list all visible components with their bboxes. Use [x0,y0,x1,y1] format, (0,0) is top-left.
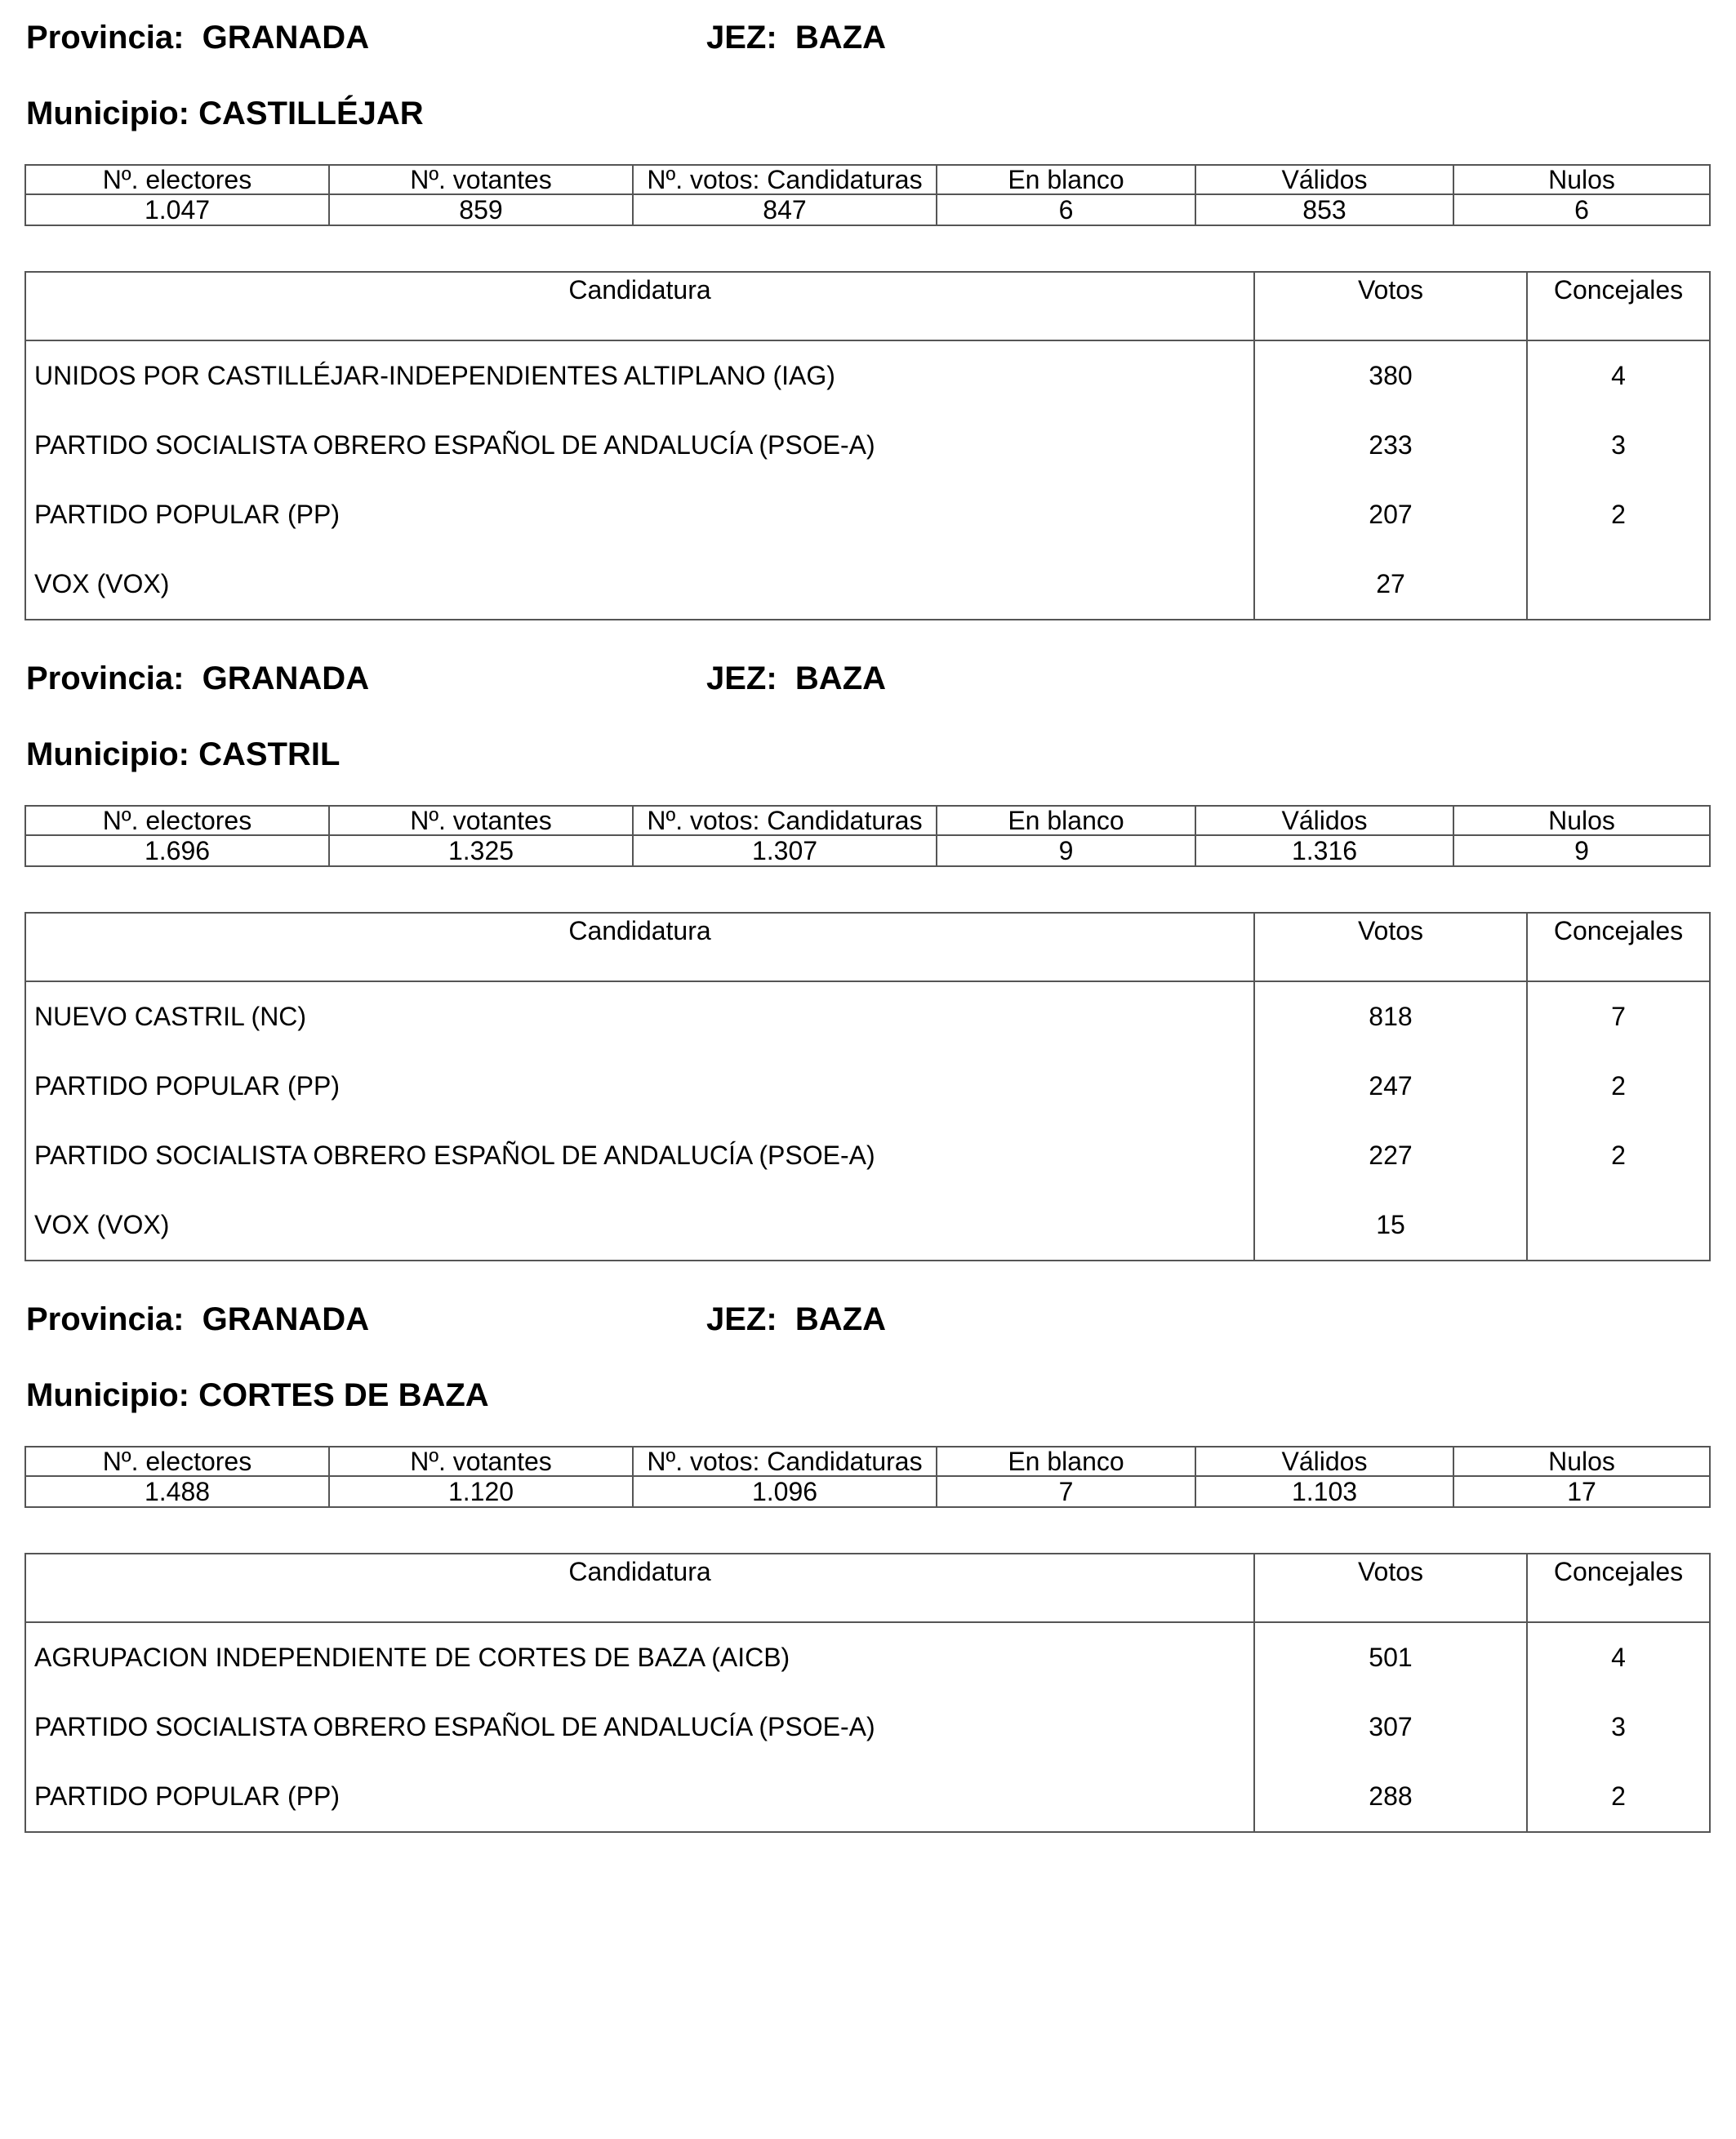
candidatura-header: Candidatura [25,1554,1254,1622]
summary-value-cell: 1.047 [25,194,329,225]
summary-header-cell: Nº. votos: Candidaturas [633,806,937,835]
provincia-value: GRANADA [202,660,370,696]
candidates-header-row [25,272,1710,340]
candidate-row [25,1692,1710,1762]
summary-header-cell: Nº. votos: Candidaturas [633,1447,937,1476]
summary-value-cell: 7 [937,1476,1195,1507]
summary-header-cell: Nº. votantes [329,165,633,194]
candidate-votos: 27 [1254,549,1527,620]
summary-value-cell: 1.316 [1195,835,1453,866]
summary-header-cell: Válidos [1195,806,1453,835]
candidate-concejales: 2 [1527,1762,1710,1832]
concejales-header: Concejales [1527,272,1710,340]
summary-values-row [25,194,1710,225]
summary-table [24,1446,1711,1508]
summary-header-cell: Nulos [1453,1447,1710,1476]
candidate-votos: 380 [1254,340,1527,411]
votos-header: Votos [1254,1554,1527,1622]
provincia-header [26,1300,369,1339]
summary-header-row [25,1447,1710,1476]
candidate-votos: 233 [1254,411,1527,480]
candidate-votos: 288 [1254,1762,1527,1832]
summary-header-cell: En blanco [937,1447,1195,1476]
jez-value: BAZA [795,1301,887,1337]
provincia-label: Provincia: [26,1301,185,1337]
candidate-concejales [1527,549,1710,620]
summary-header-row [25,165,1710,194]
municipality-section [0,641,1736,1282]
summary-header-cell: Válidos [1195,165,1453,194]
candidate-row [25,411,1710,480]
candidate-concejales: 2 [1527,1052,1710,1121]
summary-value-cell: 6 [1453,194,1710,225]
votos-header: Votos [1254,913,1527,981]
summary-value-cell: 9 [937,835,1195,866]
municipio-header [26,1376,489,1415]
candidates-table [24,912,1711,1261]
candidate-concejales [1527,1190,1710,1261]
candidate-row [25,340,1710,411]
candidate-votos: 227 [1254,1121,1527,1190]
jez-value: BAZA [795,660,887,696]
summary-header-cell: Nº. votantes [329,806,633,835]
municipality-section [0,0,1736,641]
municipio-label: Municipio: [26,96,189,131]
municipio-label: Municipio: [26,736,189,772]
summary-values-row [25,1476,1710,1507]
candidate-row [25,1121,1710,1190]
candidate-name: PARTIDO SOCIALISTA OBRERO ESPAÑOL DE ANDALUCÍA (PSOE-A) [25,411,1254,480]
jez-header [706,1300,886,1339]
candidate-row [25,1052,1710,1121]
candidate-votos: 15 [1254,1190,1527,1261]
summary-value-cell: 1.696 [25,835,329,866]
summary-header-cell: Nulos [1453,165,1710,194]
votos-header: Votos [1254,272,1527,340]
summary-value-cell: 859 [329,194,633,225]
candidate-concejales: 4 [1527,1622,1710,1692]
candidate-name: PARTIDO SOCIALISTA OBRERO ESPAÑOL DE ANDALUCÍA (PSOE-A) [25,1121,1254,1190]
candidate-name: PARTIDO POPULAR (PP) [25,1762,1254,1832]
candidate-votos: 307 [1254,1692,1527,1762]
summary-value-cell: 1.325 [329,835,633,866]
candidate-concejales: 4 [1527,340,1710,411]
candidate-name: NUEVO CASTRIL (NC) [25,981,1254,1052]
candidate-votos: 818 [1254,981,1527,1052]
candidate-concejales: 7 [1527,981,1710,1052]
summary-value-cell: 6 [937,194,1195,225]
candidate-concejales: 3 [1527,411,1710,480]
municipio-value: CORTES DE BAZA [198,1377,489,1413]
concejales-header: Concejales [1527,913,1710,981]
candidate-votos: 247 [1254,1052,1527,1121]
municipio-value: CASTRIL [198,736,341,772]
provincia-label: Provincia: [26,20,185,56]
jez-label: JEZ: [706,1301,777,1337]
summary-value-cell: 1.120 [329,1476,633,1507]
candidate-concejales: 3 [1527,1692,1710,1762]
candidate-name: PARTIDO POPULAR (PP) [25,1052,1254,1121]
municipio-header [26,94,424,133]
candidate-row [25,480,1710,549]
candidate-votos: 501 [1254,1622,1527,1692]
summary-value-cell: 847 [633,194,937,225]
summary-header-cell: Nº. votantes [329,1447,633,1476]
candidates-header-row [25,1554,1710,1622]
summary-table [24,164,1711,226]
candidate-name: VOX (VOX) [25,549,1254,620]
provincia-header [26,18,369,57]
summary-header-cell: En blanco [937,806,1195,835]
jez-label: JEZ: [706,20,777,56]
summary-header-cell: Nº. electores [25,165,329,194]
municipality-section [0,1282,1736,1923]
summary-value-cell: 1.103 [1195,1476,1453,1507]
summary-table [24,805,1711,867]
candidate-name: AGRUPACION INDEPENDIENTE DE CORTES DE BAZA (AICB) [25,1622,1254,1692]
provincia-value: GRANADA [202,20,370,56]
provincia-value: GRANADA [202,1301,370,1337]
candidate-name: VOX (VOX) [25,1190,1254,1261]
provincia-label: Provincia: [26,660,185,696]
candidate-row [25,1622,1710,1692]
provincia-header [26,659,369,698]
summary-header-cell: Nº. votos: Candidaturas [633,165,937,194]
jez-header [706,18,886,57]
candidates-table [24,271,1711,620]
candidatura-header: Candidatura [25,913,1254,981]
candidate-row [25,1190,1710,1261]
summary-value-cell: 853 [1195,194,1453,225]
municipio-value: CASTILLÉJAR [198,96,424,131]
summary-value-cell: 1.307 [633,835,937,866]
summary-value-cell: 1.488 [25,1476,329,1507]
candidates-table [24,1553,1711,1833]
candidate-votos: 207 [1254,480,1527,549]
candidate-name: PARTIDO POPULAR (PP) [25,480,1254,549]
candidate-concejales: 2 [1527,480,1710,549]
jez-label: JEZ: [706,660,777,696]
candidatura-header: Candidatura [25,272,1254,340]
candidates-header-row [25,913,1710,981]
candidate-row [25,981,1710,1052]
summary-value-cell: 9 [1453,835,1710,866]
candidate-name: PARTIDO SOCIALISTA OBRERO ESPAÑOL DE ANDALUCÍA (PSOE-A) [25,1692,1254,1762]
summary-value-cell: 17 [1453,1476,1710,1507]
summary-header-cell: Nulos [1453,806,1710,835]
concejales-header: Concejales [1527,1554,1710,1622]
candidate-name: UNIDOS POR CASTILLÉJAR-INDEPENDIENTES ALTIPLANO (IAG) [25,340,1254,411]
summary-header-cell: Nº. electores [25,1447,329,1476]
summary-header-row [25,806,1710,835]
summary-value-cell: 1.096 [633,1476,937,1507]
municipio-header [26,735,340,774]
jez-value: BAZA [795,20,887,56]
summary-header-cell: Válidos [1195,1447,1453,1476]
candidate-row [25,549,1710,620]
municipio-label: Municipio: [26,1377,189,1413]
summary-header-cell: En blanco [937,165,1195,194]
candidate-row [25,1762,1710,1832]
jez-header [706,659,886,698]
summary-header-cell: Nº. electores [25,806,329,835]
candidate-concejales: 2 [1527,1121,1710,1190]
summary-values-row [25,835,1710,866]
